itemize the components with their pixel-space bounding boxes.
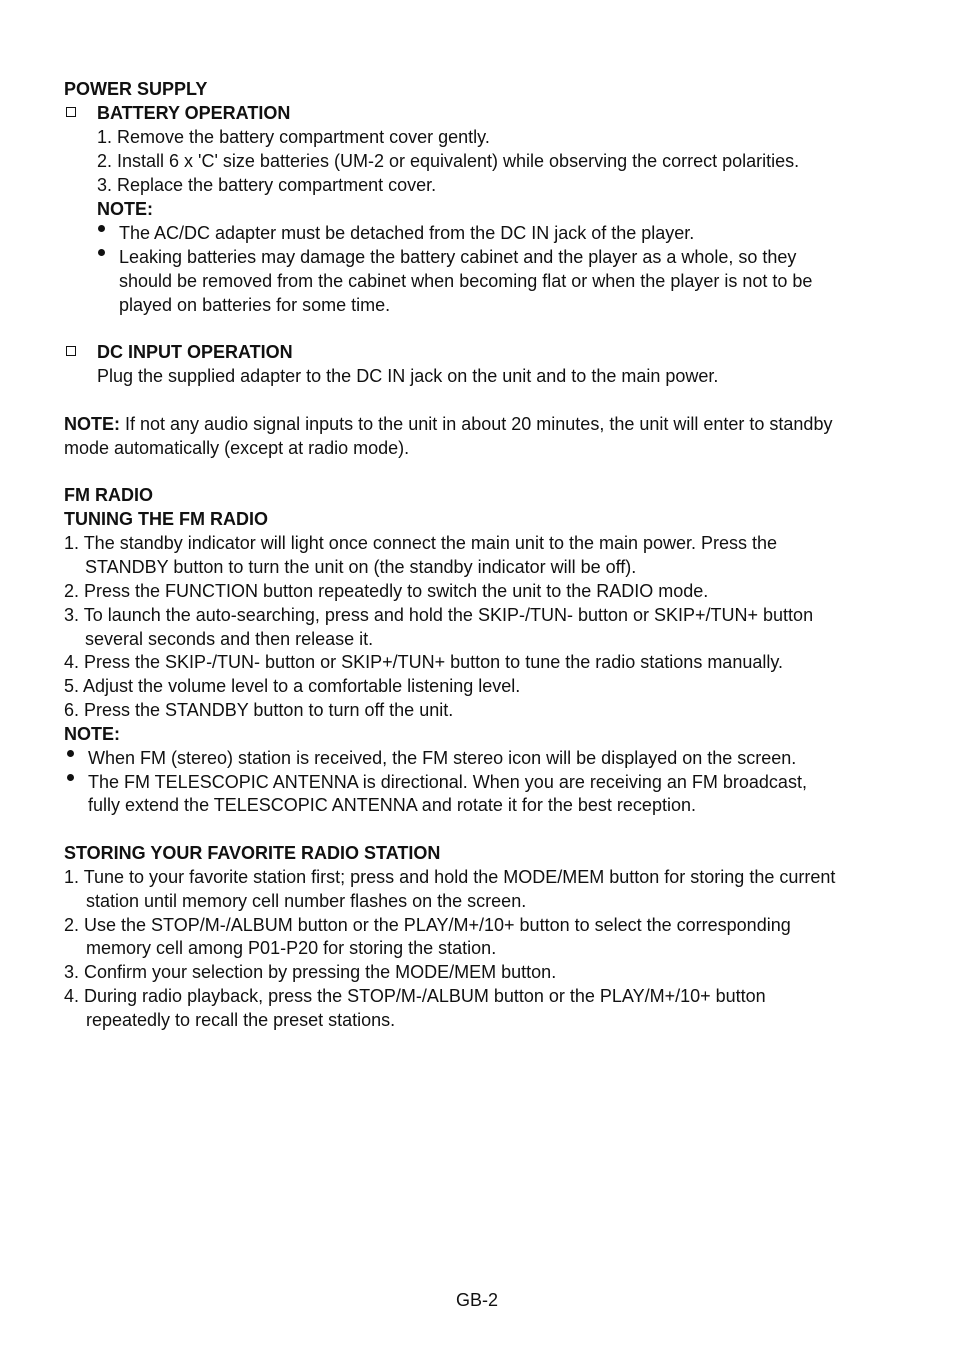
- tuning-step: 2. Press the FUNCTION button repeatedly to switch the unit to the RADIO mode.: [64, 581, 709, 601]
- bullet-icon: [98, 249, 105, 256]
- battery-note-continued: should be removed from the cabinet when becoming flat or when the player is not to be: [119, 271, 813, 291]
- dc-input-text: Plug the supplied adapter to the DC IN jack on the unit and to the main power.: [97, 366, 719, 386]
- bullet-icon: [67, 750, 74, 757]
- tuning-step: 4. Press the SKIP-/TUN- button or SKIP+/TUN+ button to tune the radio stations manually.: [64, 652, 784, 672]
- tuning-step: 3. To launch the auto-searching, press and hold the SKIP-/TUN- button or SKIP+/TUN+ button: [64, 605, 814, 625]
- fm-note: The FM TELESCOPIC ANTENNA is directional. When you are receiving an FM broadcast,: [88, 772, 807, 792]
- battery-note: Leaking batteries may damage the battery cabinet and the player as a whole, so they: [119, 247, 797, 267]
- fm-note-label: NOTE:: [64, 724, 120, 744]
- battery-step: 3. Replace the battery compartment cover.: [97, 175, 437, 195]
- battery-step: 1. Remove the battery compartment cover gently.: [97, 127, 490, 147]
- tuning-step: 1. The standby indicator will light once connect the main unit to the main power. Press the: [64, 533, 778, 553]
- section-heading-storing: STORING YOUR FAVORITE RADIO STATION: [64, 843, 441, 863]
- checkbox-icon: [66, 346, 76, 356]
- bullet-icon: [98, 225, 105, 232]
- tuning-step-continued: several seconds and then release it.: [85, 629, 374, 649]
- storing-step-continued: station until memory cell number flashes on the screen.: [86, 891, 527, 911]
- subheading-battery-operation: BATTERY OPERATION: [97, 103, 291, 123]
- fm-note-continued: fully extend the TELESCOPIC ANTENNA and rotate it for the best reception.: [88, 795, 696, 815]
- page-number: GB-2: [455, 1290, 498, 1310]
- battery-note: The AC/DC adapter must be detached from the DC IN jack of the player.: [119, 223, 695, 243]
- tuning-step-continued: STANDBY button to turn the unit on (the standby indicator will be off).: [85, 557, 637, 577]
- standby-note: [64, 412, 832, 436]
- tuning-step: 5. Adjust the volume level to a comfortable listening level.: [64, 676, 521, 696]
- fm-note: When FM (stereo) station is received, the FM stereo icon will be displayed on the screen.: [88, 748, 797, 768]
- checkbox-icon: [66, 107, 76, 117]
- battery-step: 2. Install 6 x 'C' size batteries (UM-2 or equivalent) while observing the correct polarities.: [97, 151, 800, 171]
- storing-step-continued: memory cell among P01-P20 for storing the station.: [86, 938, 497, 958]
- bullet-icon: [67, 774, 74, 781]
- standby-note-continued: mode automatically (except at radio mode).: [64, 438, 410, 458]
- storing-step: 1. Tune to your favorite station first; press and hold the MODE/MEM button for storing the current: [64, 867, 836, 887]
- storing-step: 2. Use the STOP/M-/ALBUM button or the PLAY/M+/10+ button to select the corresponding: [64, 915, 791, 935]
- standby-note-text: If not any audio signal inputs to the unit in about 20 minutes, the unit will enter to standby: [120, 414, 833, 434]
- storing-step-continued: repeatedly to recall the preset stations.: [86, 1010, 396, 1030]
- section-heading-power-supply: POWER SUPPLY: [64, 79, 208, 99]
- section-heading-fm-radio: FM RADIO: [64, 485, 153, 505]
- standby-note-label: NOTE:: [64, 414, 120, 434]
- storing-step: 4. During radio playback, press the STOP/M-/ALBUM button or the PLAY/M+/10+ button: [64, 986, 766, 1006]
- battery-note-label: NOTE:: [97, 199, 153, 219]
- battery-note-continued: played on batteries for some time.: [119, 295, 391, 315]
- storing-step: 3. Confirm your selection by pressing the MODE/MEM button.: [64, 962, 557, 982]
- tuning-step: 6. Press the STANDBY button to turn off the unit.: [64, 700, 454, 720]
- subheading-tuning-fm-radio: TUNING THE FM RADIO: [64, 509, 268, 529]
- subheading-dc-input-operation: DC INPUT OPERATION: [97, 342, 293, 362]
